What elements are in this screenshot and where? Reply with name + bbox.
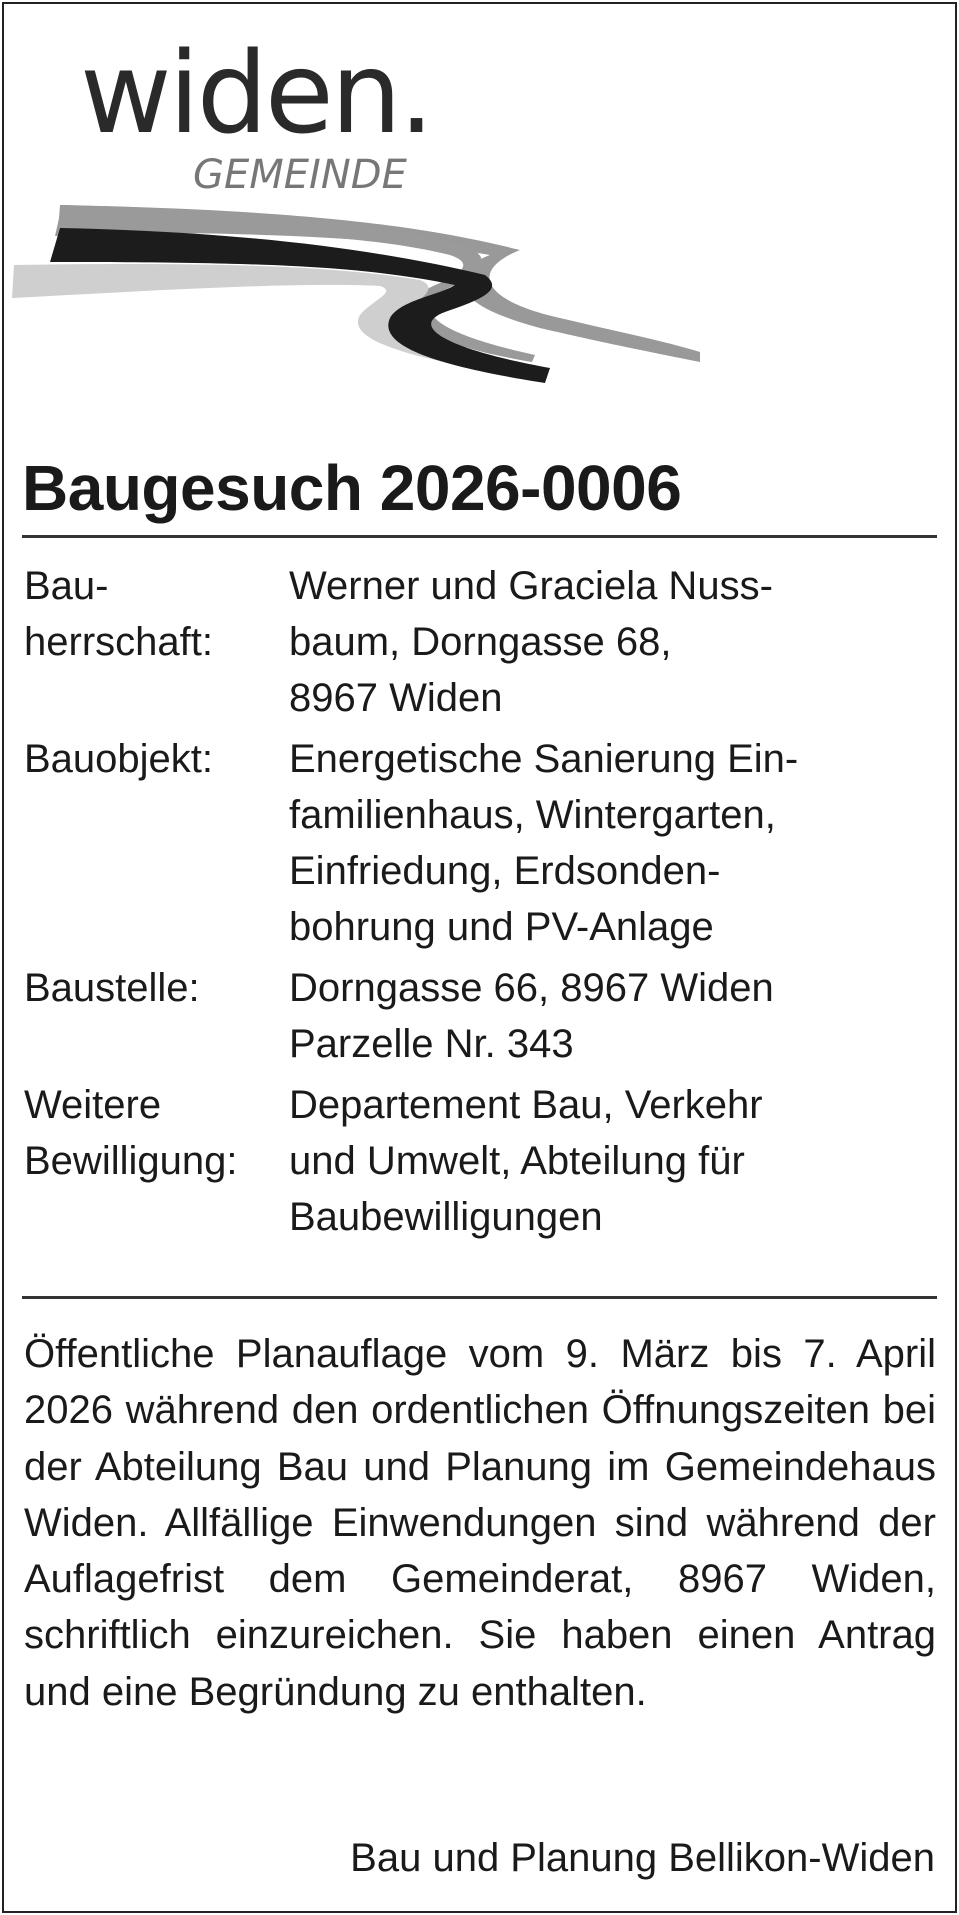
detail-row-bauherrschaft <box>24 558 939 726</box>
svg-text:widen.: widen. <box>80 29 432 159</box>
signature: Bau und Planung Bellikon-Widen <box>350 1836 935 1880</box>
widen-gemeinde-logo <box>0 0 959 440</box>
detail-label: Bau- herrschaft: <box>24 564 213 664</box>
detail-value: Departement Bau, Verkehr und Umwelt, Abteilung für Baubewilligungen <box>289 1083 763 1239</box>
page-title: Baugesuch 2026-0006 <box>22 452 682 524</box>
detail-value: Werner und Graciela Nuss- baum, Dorngasse 68, 8967 Widen <box>289 564 773 720</box>
detail-label: Weitere Bewilligung: <box>24 1083 238 1183</box>
detail-row-baustelle <box>24 960 939 1072</box>
detail-row-bauobjekt <box>24 731 939 955</box>
detail-label: Baustelle: <box>24 966 200 1010</box>
notice-paragraph: Öffentliche Planauflage vom 9. März bis 7. April 2026 während den ordentlichen Öffnungszeiten bei der Abteilung Bau und Planung im Gemeindehaus Widen. Allfällige Einwendungen sind während der Auflagefrist dem Gemeinderat, 8967 Widen, schriftlich einzureichen. Sie haben einen Antrag und eine Begründung zu enthalten. <box>24 1332 936 1714</box>
divider-top <box>22 535 937 538</box>
divider-bottom <box>22 1296 937 1299</box>
detail-row-weitere-bewilligung <box>24 1077 939 1245</box>
application-details <box>24 558 939 1250</box>
svg-text:GEMEINDE: GEMEINDE <box>193 152 407 198</box>
detail-value: Dorngasse 66, 8967 Widen Parzelle Nr. 343 <box>289 966 774 1066</box>
detail-label: Bauobjekt: <box>24 737 214 781</box>
detail-value: Energetische Sanierung Ein- familienhaus, Wintergarten, Einfriedung, Erdsonden- bohrung und PV-Anlage <box>289 737 799 949</box>
